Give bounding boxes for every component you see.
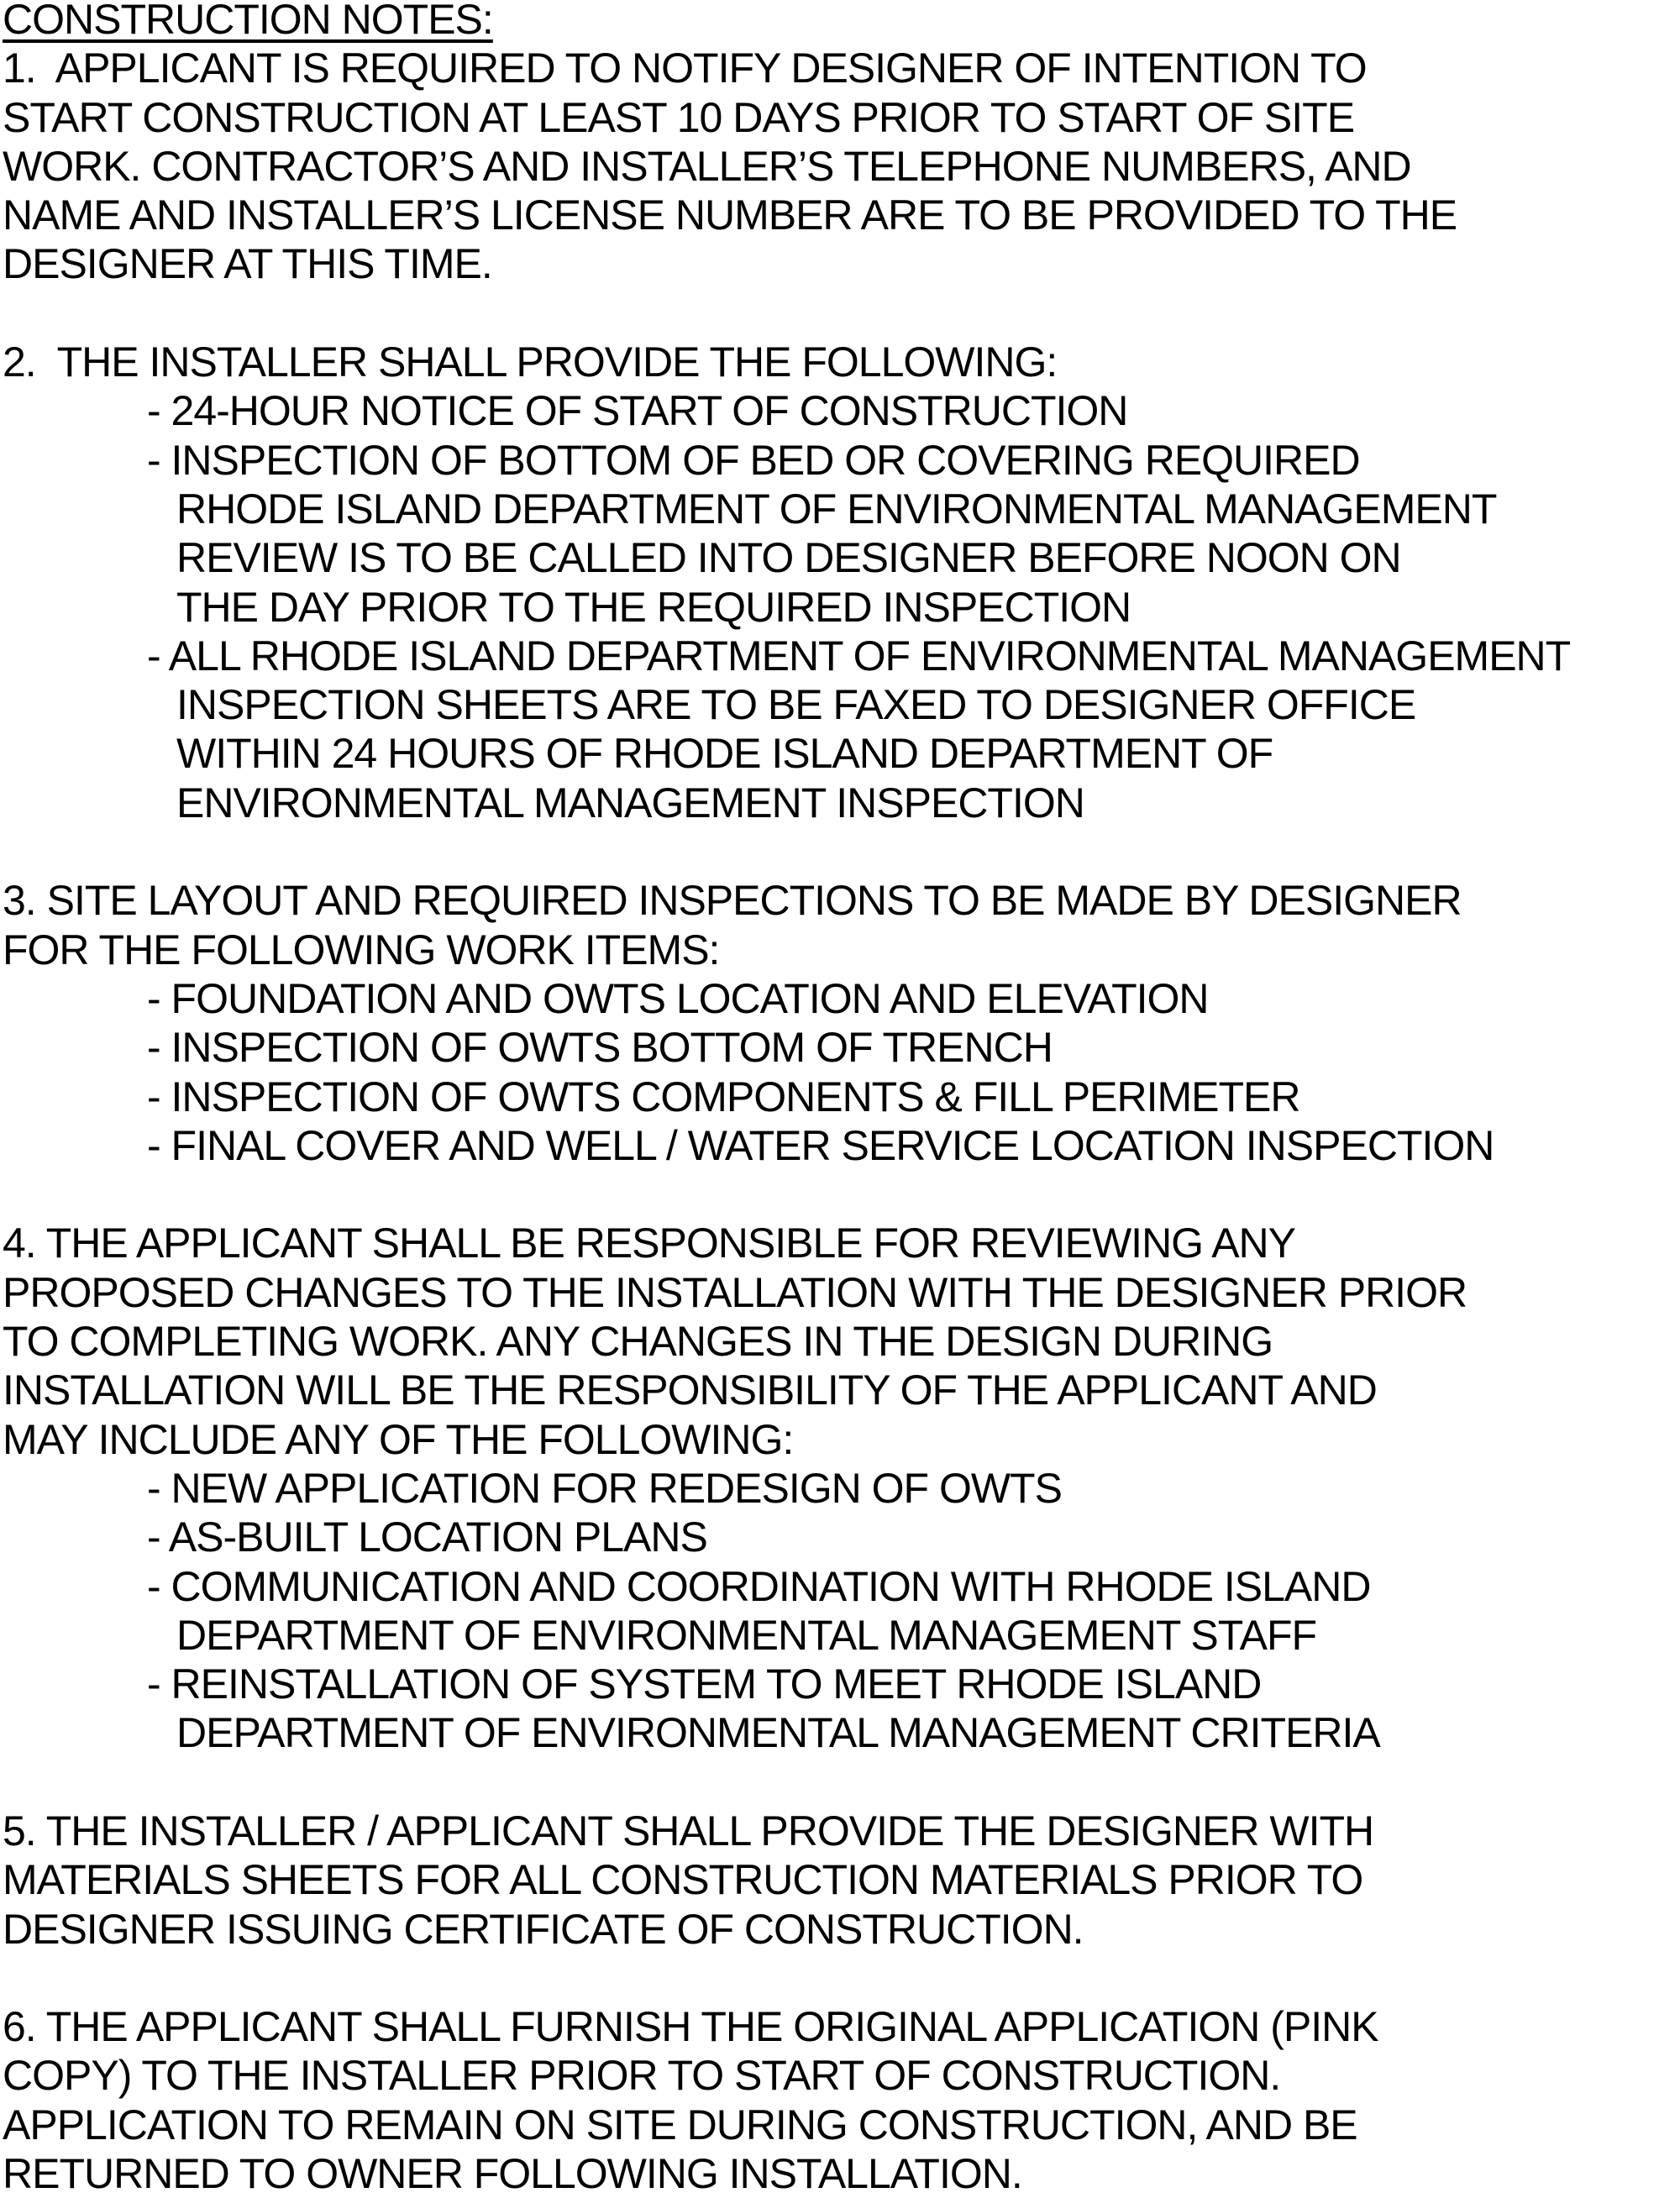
note-line: WITHIN 24 HOURS OF RHODE ISLAND DEPARTMENT OF [176, 730, 1273, 778]
note-line: REVIEW IS TO BE CALLED INTO DESIGNER BEFORE NOON ON [176, 534, 1401, 582]
note-paragraph [3, 338, 1680, 827]
note-line: - FOUNDATION AND OWTS LOCATION AND ELEVATION [147, 974, 1209, 1022]
note-line: TO COMPLETING WORK. ANY CHANGES IN THE DESIGN DURING [3, 1318, 1273, 1366]
note-line: THE DAY PRIOR TO THE REQUIRED INSPECTION [176, 583, 1131, 631]
note-paragraph [3, 2002, 1680, 2198]
note-line: - REINSTALLATION OF SYSTEM TO MEET RHODE ISLAND [147, 1660, 1262, 1708]
note-line: - ALL RHODE ISLAND DEPARTMENT OF ENVIRONMENTAL MANAGEMENT [147, 632, 1571, 679]
note-line: MAY INCLUDE ANY OF THE FOLLOWING: [3, 1415, 794, 1463]
note-line: DESIGNER AT THIS TIME. [3, 240, 492, 288]
note-line: INSPECTION SHEETS ARE TO BE FAXED TO DESIGNER OFFICE [176, 681, 1416, 729]
note-line: APPLICATION TO REMAIN ON SITE DURING CONSTRUCTION, AND BE [3, 2101, 1357, 2148]
note-line: COPY) TO THE INSTALLER PRIOR TO START OF CONSTRUCTION. [3, 2052, 1281, 2100]
note-line: 2. THE INSTALLER SHALL PROVIDE THE FOLLOWING: [3, 338, 1058, 386]
note-paragraph [3, 876, 1680, 1170]
note-line: NAME AND INSTALLER’S LICENSE NUMBER ARE TO BE PROVIDED TO THE [3, 191, 1457, 239]
note-line: RETURNED TO OWNER FOLLOWING INSTALLATION. [3, 2150, 1022, 2198]
notes-list [3, 44, 1680, 2198]
note-line: 6. THE APPLICANT SHALL FURNISH THE ORIGINAL APPLICATION (PINK [3, 2003, 1378, 2051]
note-line: ENVIRONMENTAL MANAGEMENT INSPECTION [176, 779, 1084, 826]
note-paragraph [3, 1807, 1680, 1954]
note-paragraph [3, 1219, 1680, 1757]
construction-notes-document [3, 0, 1680, 2198]
note-line: - NEW APPLICATION FOR REDESIGN OF OWTS [147, 1464, 1062, 1512]
note-line: 5. THE INSTALLER / APPLICANT SHALL PROVIDE THE DESIGNER WITH [3, 1807, 1374, 1854]
document-title: CONSTRUCTION NOTES: [3, 0, 493, 43]
note-line: MATERIALS SHEETS FOR ALL CONSTRUCTION MATERIALS PRIOR TO [3, 1856, 1363, 1904]
note-line: INSTALLATION WILL BE THE RESPONSIBILITY OF THE APPLICANT AND [3, 1367, 1377, 1414]
note-line: - INSPECTION OF BOTTOM OF BED OR COVERING REQUIRED [147, 436, 1360, 484]
note-line: RHODE ISLAND DEPARTMENT OF ENVIRONMENTAL MANAGEMENT [176, 485, 1497, 532]
note-line: - AS-BUILT LOCATION PLANS [147, 1513, 707, 1561]
note-line: DEPARTMENT OF ENVIRONMENTAL MANAGEMENT CRITERIA [176, 1709, 1380, 1757]
note-line: DESIGNER ISSUING CERTIFICATE OF CONSTRUCTION. [3, 1905, 1084, 1953]
note-line: FOR THE FOLLOWING WORK ITEMS: [3, 926, 720, 973]
note-line: 4. THE APPLICANT SHALL BE RESPONSIBLE FOR REVIEWING ANY [3, 1220, 1296, 1267]
note-line: - FINAL COVER AND WELL / WATER SERVICE LOCATION INSPECTION [147, 1121, 1494, 1169]
note-line: - 24-HOUR NOTICE OF START OF CONSTRUCTION [147, 387, 1128, 435]
note-line: - COMMUNICATION AND COORDINATION WITH RHODE ISLAND [147, 1562, 1371, 1610]
note-line: - INSPECTION OF OWTS BOTTOM OF TRENCH [147, 1024, 1053, 1072]
note-line: DEPARTMENT OF ENVIRONMENTAL MANAGEMENT STAFF [176, 1611, 1317, 1659]
note-line: - INSPECTION OF OWTS COMPONENTS & FILL PERIMETER [147, 1073, 1300, 1120]
note-line: WORK. CONTRACTOR’S AND INSTALLER’S TELEPHONE NUMBERS, AND [3, 142, 1411, 190]
note-line: START CONSTRUCTION AT LEAST 10 DAYS PRIOR TO START OF SITE [3, 93, 1355, 141]
note-line: PROPOSED CHANGES TO THE INSTALLATION WITH THE DESIGNER PRIOR [3, 1268, 1467, 1316]
note-paragraph [3, 44, 1680, 288]
note-line: 1. APPLICANT IS REQUIRED TO NOTIFY DESIGNER OF INTENTION TO [3, 45, 1367, 92]
note-line: 3. SITE LAYOUT AND REQUIRED INSPECTIONS TO BE MADE BY DESIGNER [3, 877, 1462, 925]
